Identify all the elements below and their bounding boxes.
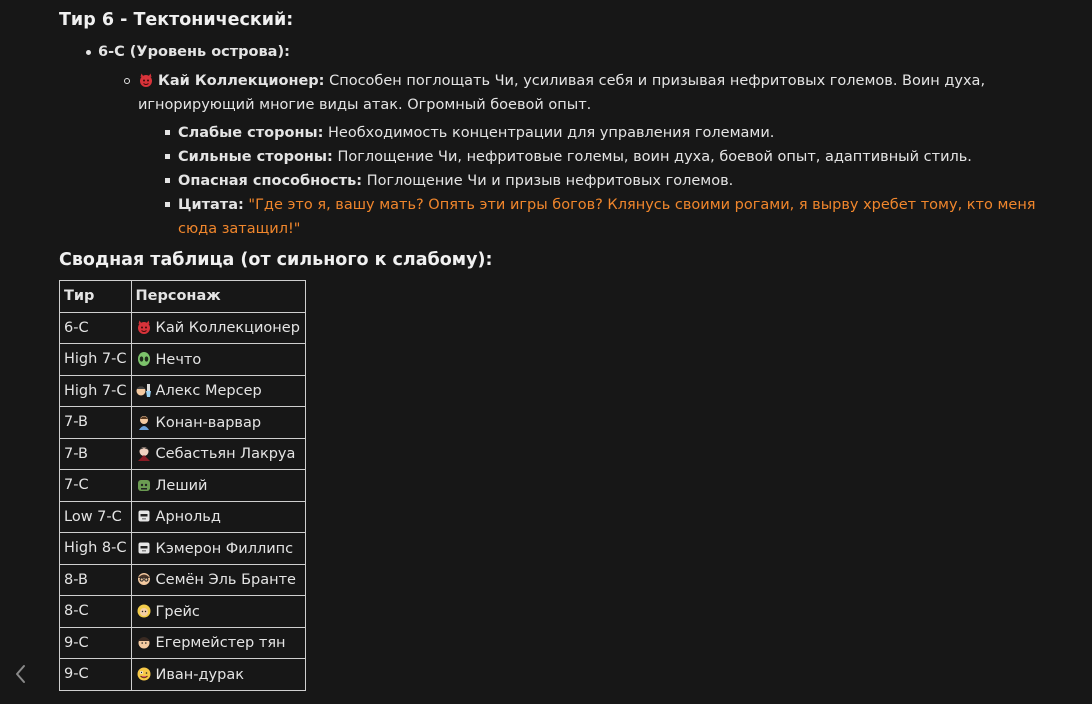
troll-icon [136, 477, 152, 493]
scientist-icon [136, 382, 152, 398]
detail-dangerous-ability [178, 169, 1069, 193]
detail-weaknesses [178, 121, 1069, 145]
detail-value: Поглощение Чи, нефритовые големы, воин духа, боевой опыт, адаптивный стиль. [337, 149, 972, 165]
cell-character [131, 596, 305, 628]
cell-tier: 9-C [60, 627, 132, 659]
character-details [138, 121, 1069, 241]
table-row [60, 564, 306, 596]
quote-key: Цитата: [178, 197, 244, 213]
character-name: Грейс [155, 603, 200, 620]
detail-key: Слабые стороны: [178, 125, 324, 141]
robot-icon [136, 540, 152, 556]
detail-quote [178, 193, 1069, 241]
subtier-list [59, 41, 1069, 241]
man-glasses-icon [136, 571, 152, 587]
table-row [60, 375, 306, 407]
character-name: Арнольд [155, 509, 221, 526]
character-name: Кай Коллекционер [155, 320, 300, 337]
cell-tier: High 7-C [60, 375, 132, 407]
detail-value: Поглощение Чи и призыв нефритовых големов. [366, 173, 734, 189]
cell-character [131, 501, 305, 533]
character-description: Способен поглощать Чи, усиливая себя и призывая нефритовых големов. Воин духа, игнорирующий многие виды атак. Огромный боевой опыт. [138, 73, 986, 113]
table-header-row [60, 281, 306, 313]
detail-key: Опасная способность: [178, 173, 363, 189]
cell-tier: Low 7-C [60, 501, 132, 533]
tier-heading: Тир 6 - Тектонический: [59, 10, 294, 30]
subtier-item [98, 41, 1069, 241]
cell-character [131, 627, 305, 659]
chevron-left-icon[interactable] [11, 662, 31, 686]
quote-text: "Где это я, вашу мать? Опять эти игры богов? Клянусь своими рогами, я вырву хребет тому, кто меня сюда затащил!" [178, 197, 1036, 237]
summary-heading: Сводная таблица (от сильного к слабому): [59, 250, 493, 270]
devil-face-icon [136, 319, 152, 335]
blonde-girl-icon [136, 603, 152, 619]
table-row [60, 344, 306, 376]
cell-character [131, 470, 305, 502]
bullet-square [165, 178, 170, 183]
cell-character [131, 407, 305, 439]
character-name: Алекс Мерсер [155, 383, 262, 400]
cell-tier: 9-C [60, 659, 132, 691]
subtier-label: 6-C (Уровень острова): [98, 44, 290, 60]
detail-strengths [178, 145, 1069, 169]
bullet-square [165, 202, 170, 207]
cell-tier: High 7-C [60, 344, 132, 376]
summary-table [59, 280, 306, 691]
column-header-character: Персонаж [131, 281, 305, 313]
table-row [60, 533, 306, 565]
table-row [60, 627, 306, 659]
table-row [60, 312, 306, 344]
devil-face-icon [138, 72, 154, 88]
cell-tier: 8-C [60, 596, 132, 628]
bullet-disc [86, 50, 91, 55]
bullet-square [165, 154, 170, 159]
message-content [59, 8, 1069, 691]
cell-character [131, 564, 305, 596]
bullet-square [165, 130, 170, 135]
cell-tier: 7-B [60, 438, 132, 470]
character-name: Иван-дурак [155, 666, 244, 683]
detail-value: Необходимость концентрации для управления големами. [328, 125, 775, 141]
table-row [60, 501, 306, 533]
table-row [60, 438, 306, 470]
character-item [138, 69, 1069, 241]
cell-character [131, 344, 305, 376]
table-row [60, 407, 306, 439]
robot-icon [136, 508, 152, 524]
character-name: Нечто [155, 351, 202, 368]
column-header-tier: Тир [60, 281, 132, 313]
character-name: Конан-варвар [155, 414, 262, 431]
alien-icon [136, 351, 152, 367]
cell-character [131, 438, 305, 470]
cell-character [131, 375, 305, 407]
zany-face-icon [136, 666, 152, 682]
character-list [98, 69, 1069, 241]
cell-tier: 7-B [60, 407, 132, 439]
table-row [60, 596, 306, 628]
table-body [60, 312, 306, 690]
cell-character [131, 533, 305, 565]
vampire-icon [136, 445, 152, 461]
character-name: Себастьян Лакруа [155, 446, 296, 463]
character-name: Семён Эль Бранте [155, 572, 296, 589]
table-row [60, 659, 306, 691]
cell-tier: 7-C [60, 470, 132, 502]
cell-tier: 6-C [60, 312, 132, 344]
character-name: Леший [155, 477, 208, 494]
table-row [60, 470, 306, 502]
character-name: Кэмерон Филлипс [155, 540, 294, 557]
character-name: Егермейстер тян [155, 635, 286, 652]
hunter-icon [136, 634, 152, 650]
cell-character [131, 312, 305, 344]
character-name: Кай Коллекционер: [158, 73, 325, 89]
cell-character [131, 659, 305, 691]
bullet-circle [124, 78, 130, 84]
detail-key: Сильные стороны: [178, 149, 333, 165]
cell-tier: 8-B [60, 564, 132, 596]
barbarian-icon [136, 414, 152, 430]
cell-tier: High 8-C [60, 533, 132, 565]
